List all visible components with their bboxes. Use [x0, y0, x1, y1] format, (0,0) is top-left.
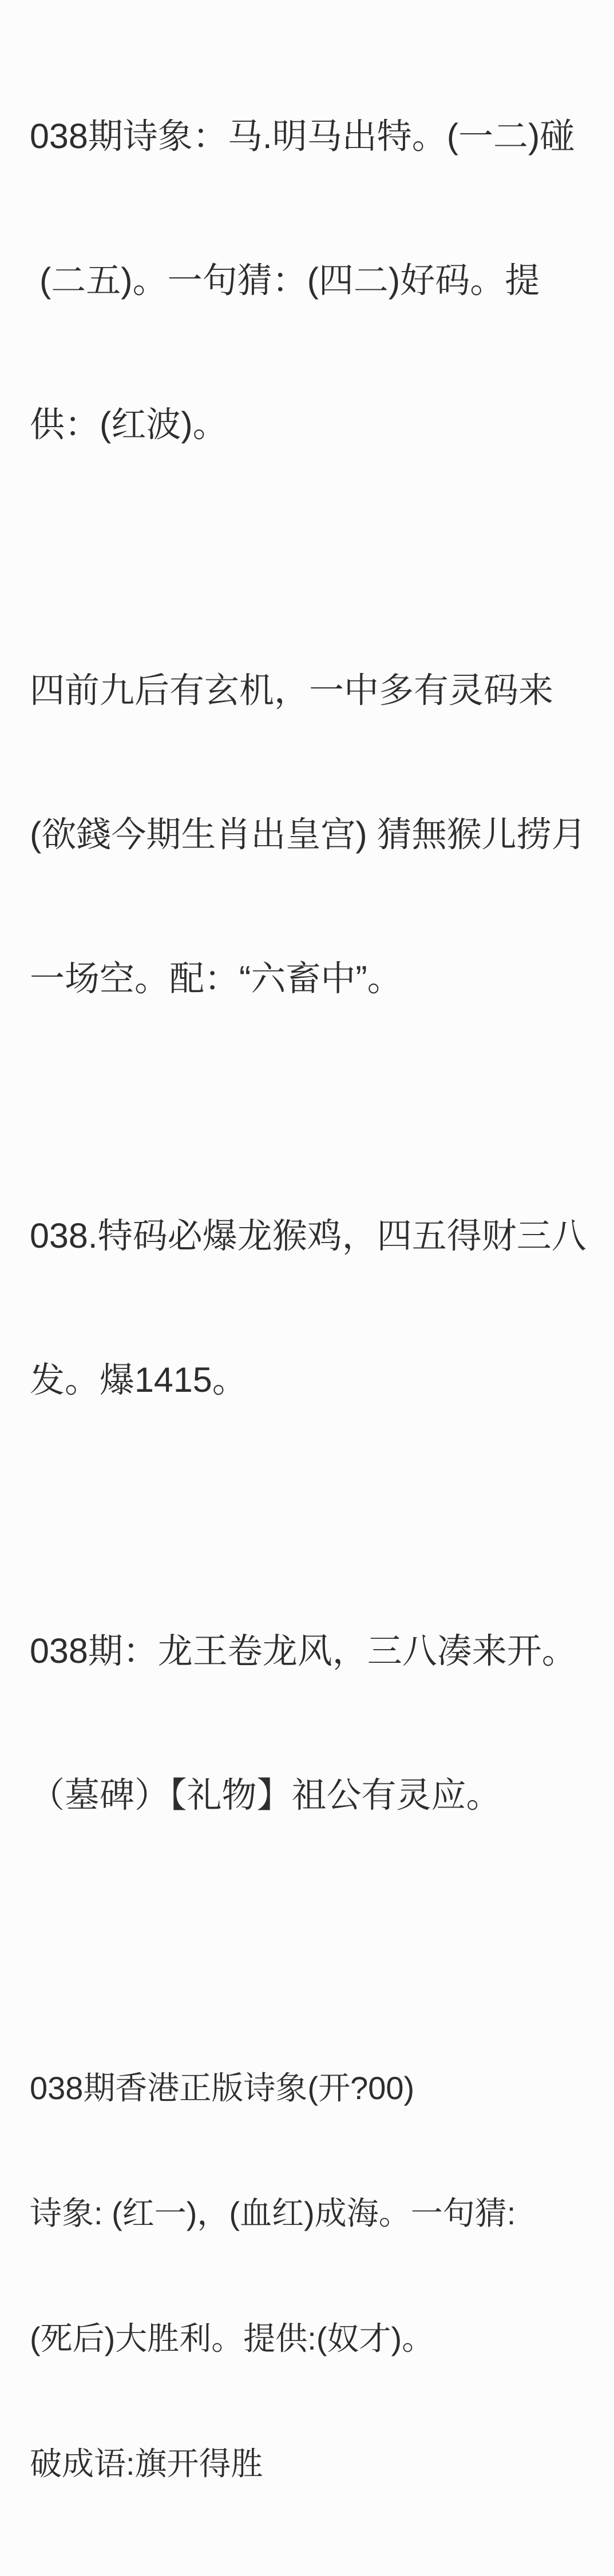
text-line: (欲錢今期生肖出皇宫) 猜無猴儿捞月 [30, 815, 587, 854]
text-line: 038期诗象：马.明马出特。(一二)碰 [30, 117, 575, 156]
poem-block-3 [30, 1116, 587, 1500]
text-line: （墓碑）【礼物】祖公有灵应。 [30, 1775, 501, 1814]
text-line: 发。爆1415。 [30, 1360, 247, 1399]
text-line: 038期香港正版诗象(开?00) [30, 2070, 415, 2106]
text-line: (二五)。一句猜：(四二)好码。提 [30, 261, 540, 300]
text-line: (死后)大胜利。提供:(奴才)。 [30, 2320, 434, 2356]
text-line: 一场空。配：“六畜中”。 [30, 959, 402, 998]
text-line: 038期：龙王卷龙风，三八凑来开。 [30, 1631, 577, 1670]
poem-block-2 [30, 570, 587, 1098]
text-line: 038.特码必爆龙猴鸡，四五得财三八 [30, 1216, 587, 1255]
text-line: 破成语:旗开得胜 [30, 2446, 263, 2482]
poem-block-5 [30, 1984, 587, 2568]
text-line: 四前九后有玄机，一中多有灵码来 [30, 671, 554, 710]
text-line: 供：(红波)。 [30, 405, 228, 444]
poem-block-4 [30, 1531, 587, 1915]
text-line: 诗象: (红一)，(血红)成海。一句猜: [30, 2195, 516, 2231]
poem-block-1 [30, 16, 587, 544]
